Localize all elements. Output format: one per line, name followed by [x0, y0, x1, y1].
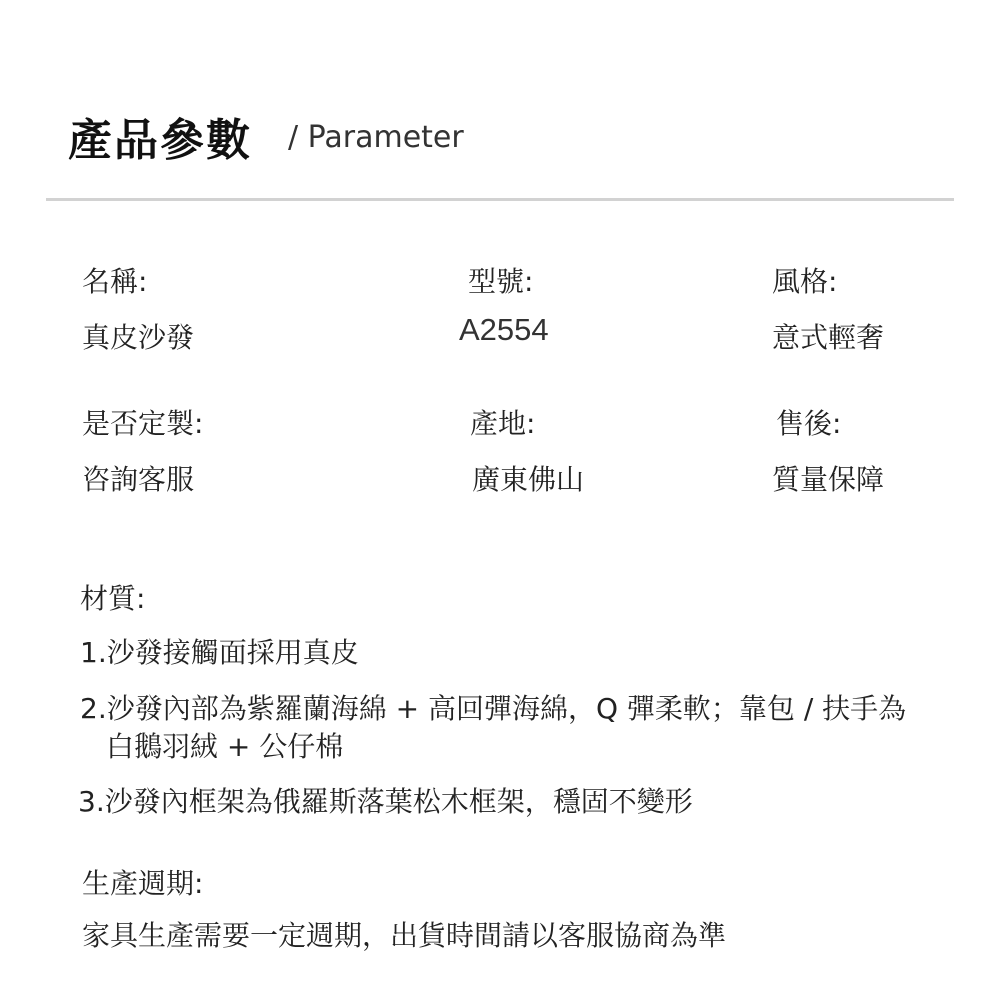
spec-custom-value: 咨詢客服: [82, 463, 195, 496]
spec-after-sales-value: 質量保障: [772, 463, 885, 496]
material-label: 材質:: [80, 582, 146, 615]
production-label: 生產週期:: [82, 867, 204, 900]
material-item-2-continued: 白鵝羽絨 + 公仔棉: [106, 730, 344, 763]
material-item-1: 1.沙發接觸面採用真皮: [80, 636, 359, 669]
header-divider: [46, 198, 954, 201]
spec-name-value: 真皮沙發: [82, 321, 195, 354]
spec-style-value: 意式輕奢: [772, 321, 885, 354]
spec-after-sales-label: 售後:: [776, 407, 842, 440]
spec-name-label: 名稱:: [82, 265, 148, 298]
page-title: 產品參數: [68, 115, 252, 166]
spec-custom-label: 是否定製:: [82, 407, 204, 440]
spec-origin-label: 產地:: [470, 407, 536, 440]
material-item-2: 2.沙發內部為紫羅蘭海綿 + 高回彈海綿，Q 彈柔軟；靠包 / 扶手為: [80, 692, 907, 725]
production-text: 家具生產需要一定週期，出貨時間請以客服協商為準: [82, 919, 727, 952]
spec-origin-value: 廣東佛山: [472, 463, 585, 496]
spec-model-value: A2554: [459, 312, 549, 347]
spec-style-label: 風格:: [772, 265, 838, 298]
page-subtitle: / Parameter: [288, 120, 464, 155]
spec-model-label: 型號:: [468, 265, 534, 298]
material-item-3: 3.沙發內框架為俄羅斯落葉松木框架，穩固不變形: [78, 785, 693, 818]
